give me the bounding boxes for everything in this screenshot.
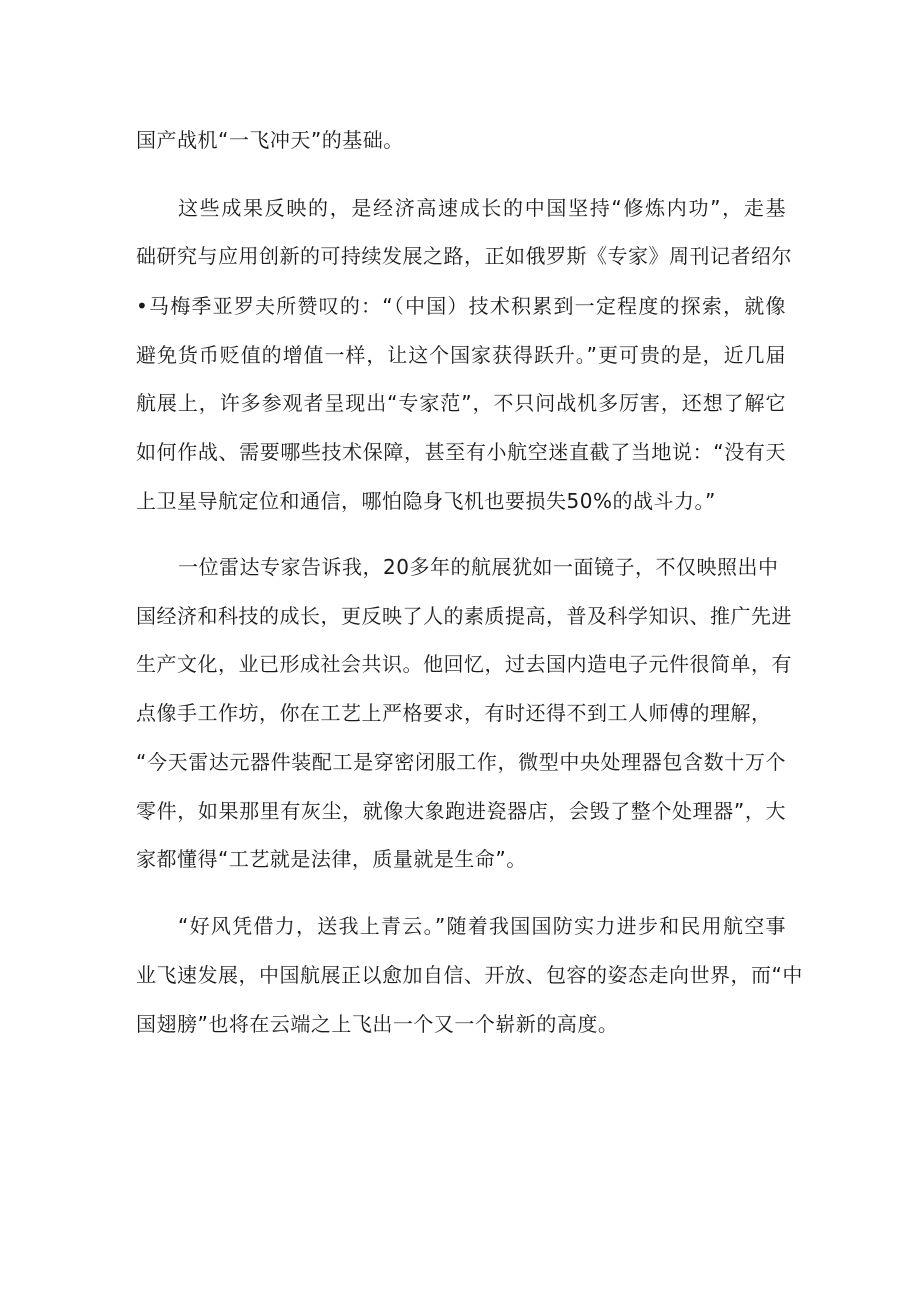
paragraph-2-line-1: 这些成果反映的，是经济高速成长的中国坚持“修炼内功”，走基 [178, 196, 786, 220]
paragraph-2-line-4: 避免货币贬值的增值一样，让这个国家获得跃升。”更可贵的是，近几届 [136, 343, 786, 367]
paragraph-2-line-6: 如何作战、需要哪些技术保障，甚至有小航空迷直截了当地说：“没有天 [136, 440, 786, 464]
paragraph-1-line-1: 国产战机“一飞冲天”的基础。 [136, 128, 404, 152]
paragraph-2-line-5: 航展上，许多参观者呈现出“专家范”，不只问战机多厉害，还想了解它 [136, 391, 786, 415]
paragraph-3-line-4: 点像手工作坊，你在工艺上严格要求，有时还得不到工人师傅的理解， [136, 701, 772, 725]
paragraph-3-line-3: 生产文化，业已形成社会共识。他回忆，过去国内造电子元件很简单，有 [136, 652, 792, 676]
paragraph-2-line-3: •马梅季亚罗夫所赞叹的：“（中国）技术积累到一定程度的探索，就像 [136, 294, 786, 318]
paragraph-3-line-2: 国经济和科技的成长，更反映了人的素质提高，普及科学知识、推广先进 [136, 604, 792, 628]
paragraph-2-line-7: 上卫星导航定位和通信，哪怕隐身飞机也要损失50%的战斗力。” [136, 489, 716, 513]
paragraph-3-line-1: 一位雷达专家告诉我，20多年的航展犹如一面镜子，不仅映照出中 [178, 555, 779, 579]
paragraph-4-line-2: 业飞速发展，中国航展正以愈加自信、开放、包容的姿态走向世界，而“中 [136, 963, 803, 987]
paragraph-3-line-7: 家都懂得“工艺就是法律，质量就是生命”。 [136, 847, 527, 871]
paragraph-2-line-2: 础研究与应用创新的可持续发展之路，正如俄罗斯《专家》周刊记者绍尔 [136, 244, 792, 268]
paragraph-4-line-1: “好风凭借力，送我上青云。”随着我国国防实力进步和民用航空事 [178, 914, 786, 938]
paragraph-3-line-5: “今天雷达元器件装配工是穿密闭服工作，微型中央处理器包含数十万个 [136, 750, 786, 774]
paragraph-4-line-3: 国翅膀”也将在云端之上飞出一个又一个崭新的高度。 [136, 1012, 619, 1036]
paragraph-3-line-6: 零件，如果那里有灰尘，就像大象跑进瓷器店，会毁了整个处理器”，大 [136, 799, 786, 823]
